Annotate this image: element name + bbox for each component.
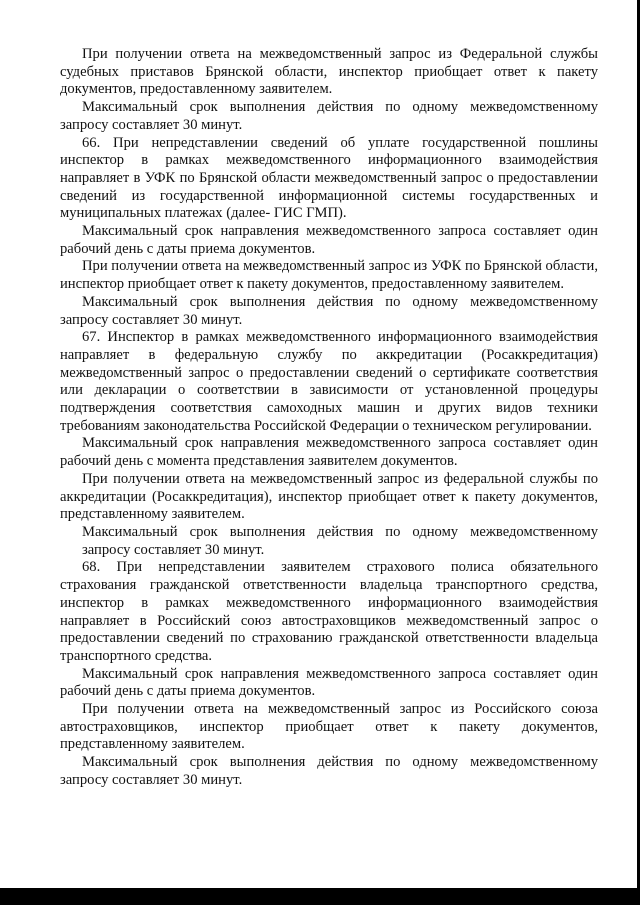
paragraph-rosaccreditation-max-time: Максимальный срок выполнения действия по одному межведомственному запросу составляет 30 минут. — [82, 523, 598, 558]
paragraph-67: 67. Инспектор в рамках межведомственного информационного взаимодействия направляет в федеральную службу по аккредитации (Росаккредитация) межведомственный запрос о предоставлении сведений о сертификате соответствия или декларации о соответствии в зависимости от установленной процедуры подтверждения соответствия самоходных машин и других видов техники требованиям законодательства Российской Федерации о техническом регулировании. — [60, 329, 598, 434]
paragraph-ufk-answer: При получении ответа на межведомственный запрос из УФК по Брянской области, инспектор приобщает ответ к пакету документов, предоставленному заявителем. — [60, 258, 598, 293]
paragraph-68: 68. При непредставлении заявителем страхового полиса обязательного страхования гражданской ответственности владельца транспортного средства, инспектор в рамках межведомственного информационного взаимодействия направляет в Российский союз автостраховщиков межведомственный запрос о предоставлении сведений по страхованию гражданской ответственности владельца транспортного средства. — [60, 559, 598, 664]
paragraph-fssp-answer: При получении ответа на межведомственный запрос из Федеральной службы судебных приставов Брянской области, инспектор приобщает ответ к пакету документов, предоставленному заявителем. — [60, 46, 598, 98]
paragraph-66-request-time: Максимальный срок направления межведомственного запроса составляет один рабочий день с даты приема документов. — [60, 223, 598, 257]
paragraph-ufk-max-time: Максимальный срок выполнения действия по одному межведомственному запросу составляет 30 минут. — [60, 293, 598, 328]
paragraph-rsa-max-time: Максимальный срок выполнения действия по одному межведомственному запросу составляет 30 минут. — [60, 754, 598, 788]
paragraph-66: 66. При непредставлении сведений об уплате государственной пошлины инспектор в рамках межведомственного информационного взаимодействия направляет в УФК по Брянской области межведомственный запрос о предоставлении сведений из государственной информационной системы государственных и муниципальных платежах (далее- ГИС ГМП). — [60, 134, 598, 222]
paragraph-67-request-time: Максимальный срок направления межведомственного запроса составляет один рабочий день с момента представления заявителем документов. — [60, 435, 598, 470]
document-body — [60, 46, 598, 790]
paragraph-fssp-max-time: Максимальный срок выполнения действия по одному межведомственному запросу составляет 30 минут. — [60, 99, 598, 133]
paragraph-68-request-time: Максимальный срок направления межведомственного запроса составляет один рабочий день с даты приема документов. — [60, 665, 598, 700]
paragraph-rosaccreditation-answer: При получении ответа на межведомственный запрос из федеральной службы по аккредитации (Росаккредитация), инспектор приобщает ответ к пакету документов, представленному заявителем. — [60, 470, 598, 523]
paragraph-rsa-answer: При получении ответа на межведомственный запрос из Российского союза автостраховщиков, инспектор приобщает ответ к пакету документов, представленному заявителем. — [60, 701, 598, 753]
scan-bottom-border — [0, 888, 640, 905]
